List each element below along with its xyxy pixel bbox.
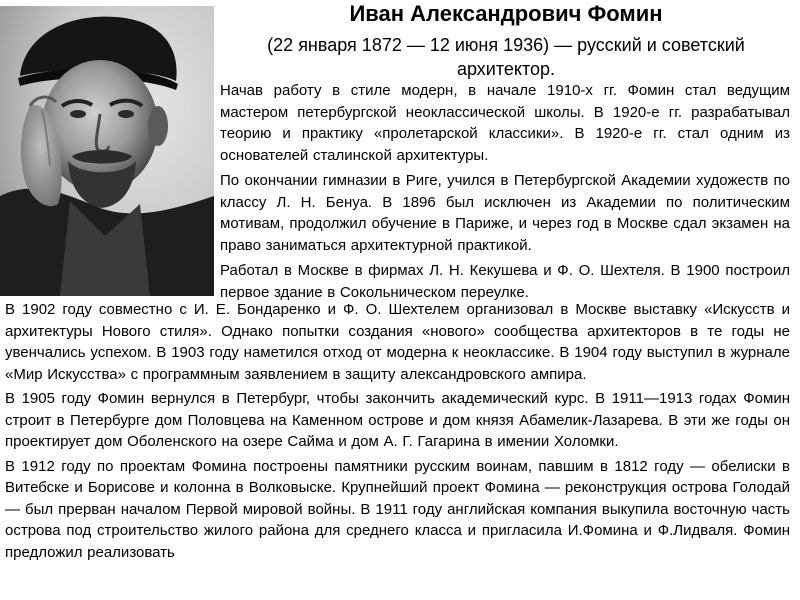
portrait-photo <box>0 6 214 296</box>
paragraph: В 1902 году совместно с И. Е. Бондаренко и Ф. О. Шехтелем организовал в Москве выставку «Искусств и архитектуры Нового стиля». Однако попытки создания «нового» сообщества архитекторов в те годы не увенчались успехом. В 1903 году наметился отход от модерна к неоклассике. В 1904 году выступил в журнале «Мир Искусства» с программным заявлением в защиту александровского ампира. <box>5 301 790 383</box>
page-title: Иван Александрович Фомин <box>349 1 663 26</box>
paragraph: По окончании гимназии в Риге, учился в Петербургской Академии художеств по классу Л. Н. Бенуа. В 1896 был исключен из Академии по политическим мотивам, продолжил обучение в Париже, и через год в Москве сдал экзамен на право заниматься архитектурной практикой. <box>220 172 790 254</box>
bottom-text <box>5 299 790 566</box>
portrait-photo-icon <box>0 6 214 296</box>
subtitle: (22 января 1872 — 12 июня 1936) — русский и советский архитектор. <box>267 35 745 79</box>
paragraph: Работал в Москве в фирмах Л. Н. Кекушева и Ф. О. Шехтеля. В 1900 построил первое здание в Сокольническом переулке. <box>220 262 790 301</box>
paragraph: В 1912 году по проектам Фомина построены памятники русским воинам, павшим в 1812 году — обелиски в Витебске и Борисове и колонна в Волковыске. Крупнейший проект Фомина — реконструкция острова Голодай — был прерван началом Первой мировой войны. В 1911 году английская компания выкупила восточную часть острова под строительство жилого района для среднего класса и пригласила И.Фомина и Ф.Лидваля. Фомин предложил реализовать <box>5 457 790 561</box>
right-column-text <box>220 80 790 307</box>
paragraph: В 1905 году Фомин вернулся в Петербург, чтобы закончить академический курс. В 1911—1913 годах Фомин строит в Петербурге дом Половцева на Каменном острове и дом князя Абамелик-Лазарева. В эти же годы он проектирует дом Оболенского на озере Сайма и дом А. Г. Гагарина в имении Холомки. <box>5 390 790 450</box>
paragraph: Начав работу в стиле модерн, в начале 1910-х гг. Фомин стал ведущим мастером петербургской неоклассической школы. В 1920-е гг. разрабатывал теорию и практику «пролетарской классики». В 1920-е гг. стал одним из основателей сталинской архитектуры. <box>220 82 790 164</box>
